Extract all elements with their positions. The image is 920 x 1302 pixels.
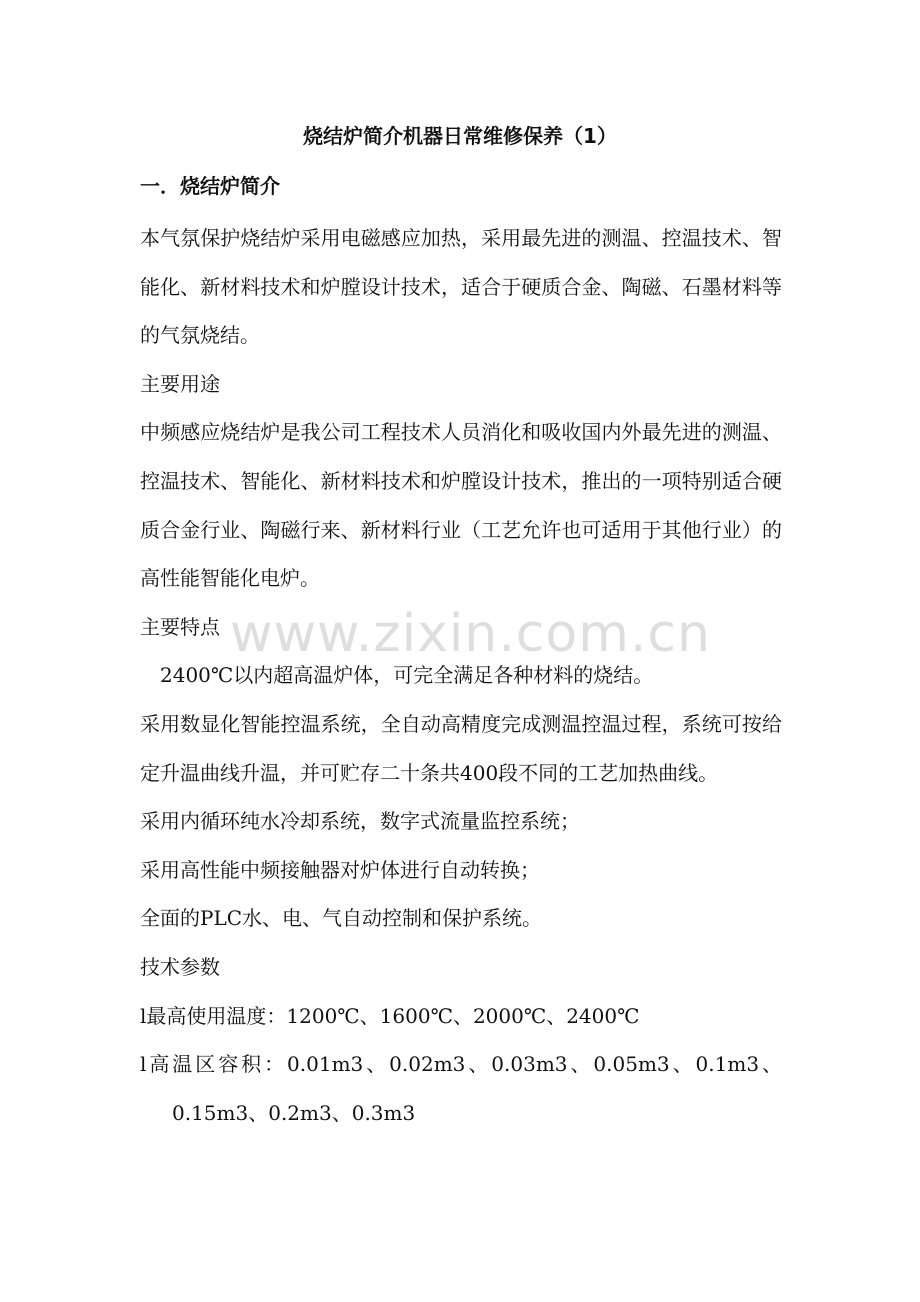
document-body (140, 214, 782, 1137)
intro-paragraph: 本气氛保护烧结炉采用电磁感应加热，采用最先进的测温、控温技术、智能化、新材料技术和炉膛设计技术，适合于硬质合金、陶磁、石墨材料等的气氛烧结。 (140, 226, 782, 348)
feature-item: 全面的PLC水、电、气自动控制和保护系统。 (140, 906, 543, 931)
params-heading: 技术参数 (140, 954, 220, 979)
feature-item: 采用高性能中频接触器对炉体进行自动转换； (140, 857, 540, 882)
document-title: 烧结炉简介机器日常维修保养（1） (303, 124, 617, 148)
watermark-text: www.zixin.com.cn (230, 604, 711, 664)
uses-paragraph: 中频感应烧结炉是我公司工程技术人员消化和吸收国内外最先进的测温、控温技术、智能化、新材料技术和炉膛设计技术，推出的一项特别适合硬质合金行业、陶磁行来、新材料行业（工艺允许也可适用于其他行业）的高性能智能化电炉。 (140, 420, 782, 591)
uses-heading: 主要用途 (140, 371, 220, 396)
feature-item: 2400℃以内超高温炉体，可完全满足各种材料的烧结。 (160, 663, 654, 688)
features-heading: 主要特点 (140, 614, 220, 639)
param-item: l最高使用温度：1200℃、1600℃、2000℃、2400℃ (140, 1003, 640, 1028)
feature-item: 采用数显化智能控温系统，全自动高精度完成测温控温过程，系统可按给定升温曲线升温，并可贮存二十条共400段不同的工艺加热曲线。 (140, 711, 782, 785)
param-item: l高温区容积：0.01m3、0.02m3、0.03m3、0.05m3、0.1m3、0.15m3、0.2m3、0.3m3 (140, 1052, 782, 1125)
section-heading: 一．烧结炉简介 (140, 174, 280, 198)
feature-item: 采用内循环纯水冷却系统，数字式流量监控系统； (140, 809, 580, 834)
